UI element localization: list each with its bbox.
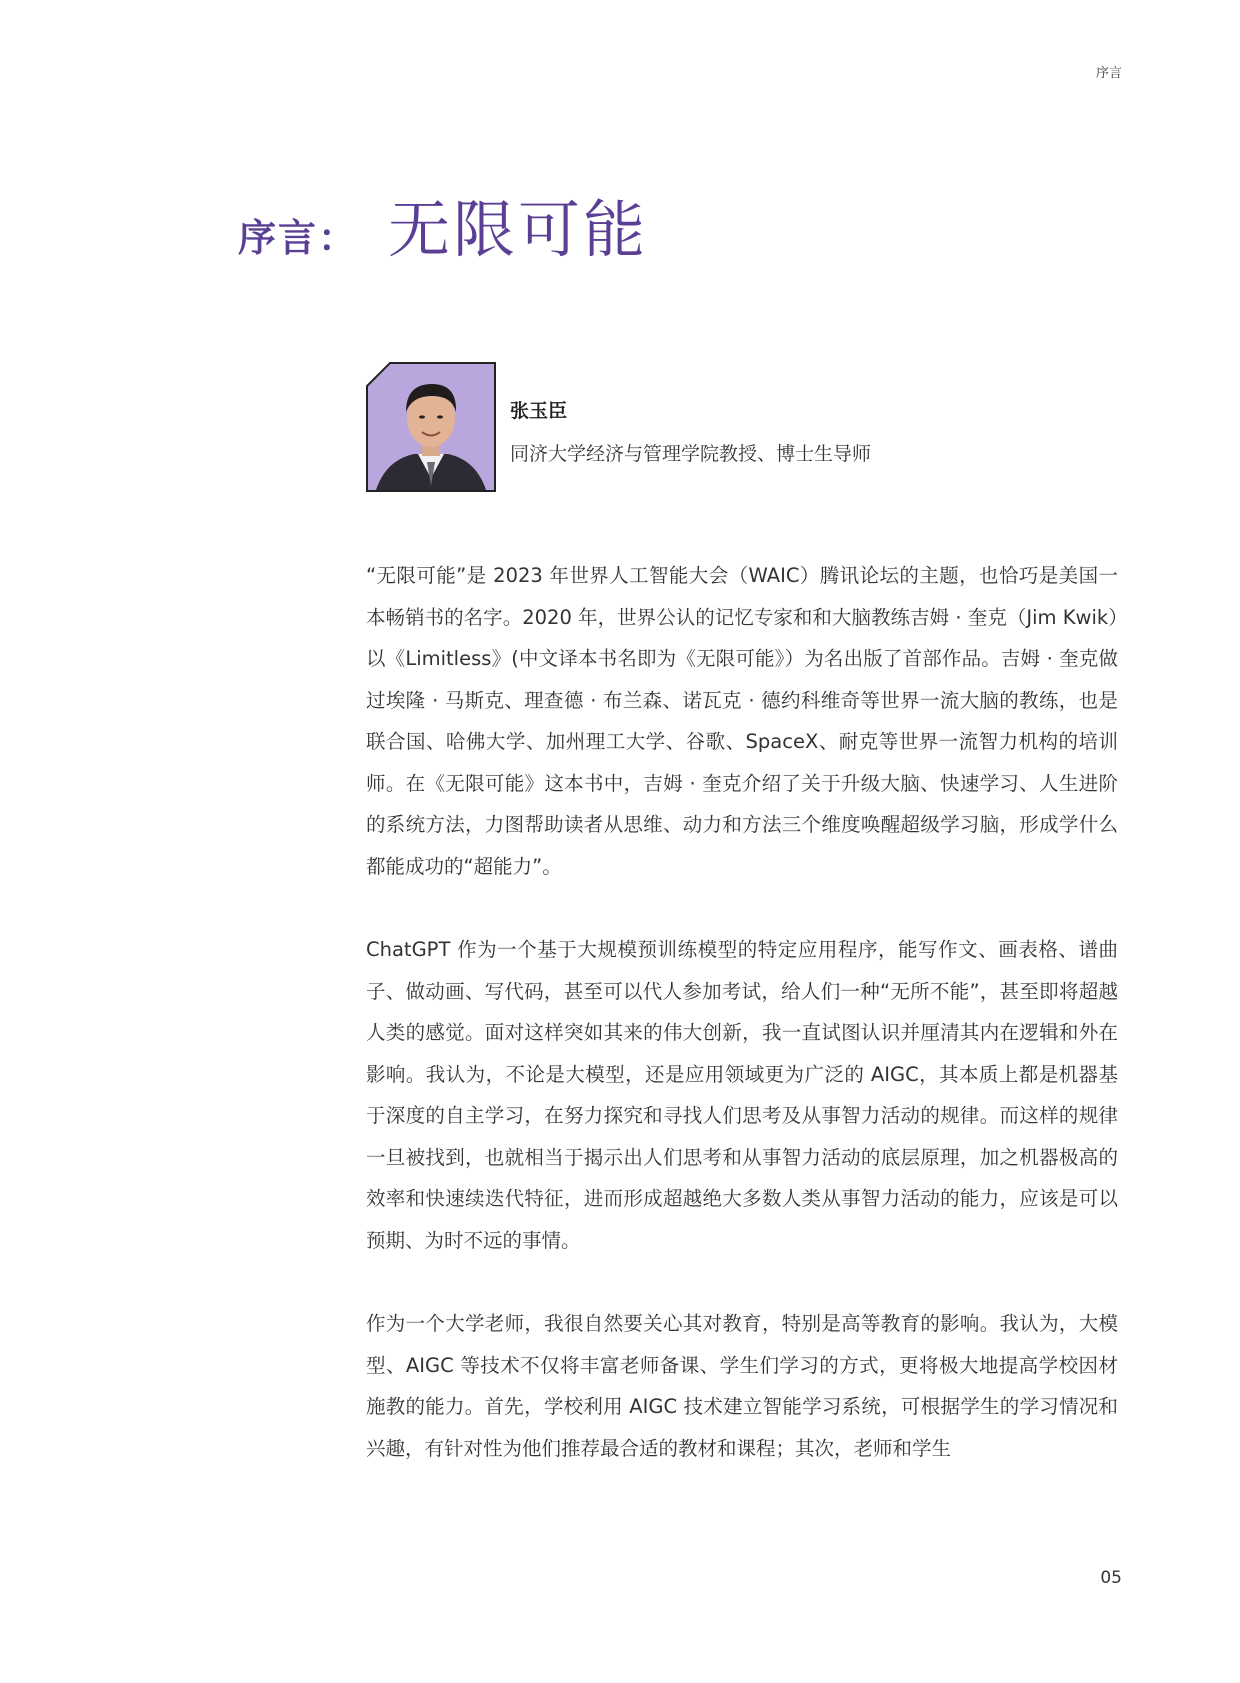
title-main: 无限可能 xyxy=(388,193,649,266)
chapter-title xyxy=(238,180,648,269)
author-info xyxy=(510,362,871,466)
paragraph-2: ChatGPT 作为一个基于大规模预训练模型的特定应用程序，能写作文、画表格、谱曲子、做动画、写代码，甚至可以代人参加考试，给人们一种“无所不能”，甚至即将超越人类的感觉。面对这样突如其来的伟大创新，我一直试图认识并厘清其内在逻辑和外在影响。我认为，不论是大模型，还是应用领域更为广泛的 AIGC，其本质上都是机器基于深度的自主学习，在努力探究和寻找人们思考及从事智力活动的规律。而这样的规律一旦被找到，也就相当于揭示出人们思考和从事智力活动的底层原理，加之机器极高的效率和快速续迭代特征，进而形成超越绝大多数人类从事智力活动的能力，应该是可以预期、为时不远的事情。 xyxy=(366,938,1118,1252)
author-block xyxy=(366,362,871,492)
author-portrait xyxy=(366,362,496,492)
author-name: 张玉臣 xyxy=(510,400,568,422)
running-head: 序言 xyxy=(1095,66,1122,81)
paragraph-1: “无限可能”是 2023 年世界人工智能大会（WAIC）腾讯论坛的主题，也恰巧是美国一本畅销书的名字。2020 年，世界公认的记忆专家和和大脑教练吉姆 · 奎克（Jim Kwik）以《Limitless》(中文译本书名即为《无限可能》）为名出版了首部作品。吉姆 · 奎克做过埃隆 · 马斯克、理查德 · 布兰森、诺瓦克 · 德约科维奇等世界一流大脑的教练，也是联合国、哈佛大学、加州理工大学、谷歌、SpaceX、耐克等世界一流智力机构的培训师。在《无限可能》这本书中，吉姆 · 奎克介绍了关于升级大脑、快速学习、人生进阶的系统方法，力图帮助读者从思维、动力和方法三个维度唤醒超级学习脑，形成学什么都能成功的“超能力”。 xyxy=(366,564,1118,878)
title-label: 序言： xyxy=(238,216,359,260)
author-affiliation: 同济大学经济与管理学院教授、博士生导师 xyxy=(510,443,872,465)
paragraph-3: 作为一个大学老师，我很自然要关心其对教育，特别是高等教育的影响。我认为，大模型、AIGC 等技术不仅将丰富老师备课、学生们学习的方式，更将极大地提高学校因材施教的能力。首先，学校利用 AIGC 技术建立智能学习系统，可根据学生的学习情况和兴趣，有针对性为他们推荐最合适的教材和课程；其次，老师和学生 xyxy=(366,1312,1118,1460)
body-text xyxy=(366,555,1118,1511)
page-number: 05 xyxy=(1100,1568,1122,1588)
portrait-image xyxy=(366,362,496,492)
